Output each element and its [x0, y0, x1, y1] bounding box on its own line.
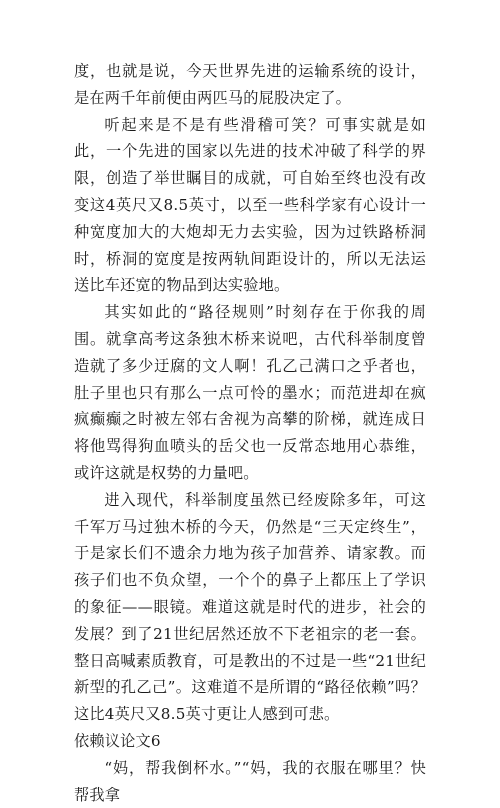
paragraph: 进入现代，科举制度虽然已经废除多年，可这千军万马过独木桥的今天，仍然是“三天定终生”，于是家长们不遗余力地为孩子加营养、请家教。而孩子们也不负众望，一个个的鼻子上都压上了学识的象征——眼镜。难道这就是时代的进步，社会的发展？到了21世纪居然还放不下老祖宗的老一套。整日高喊素质教育，可是教出的不过是一些“21世纪新型的孔乙己”。这难道不是所谓的“路径依赖”吗？这比4英尺又8.5英寸更让人感到可悲。: [74, 490, 426, 724]
section-heading: 依赖议论文6: [74, 731, 161, 750]
paragraph-continuation: 度，也就是说，今天世界先进的运输系统的设计，是在两千年前便由两匹马的屁股决定了。: [74, 62, 426, 107]
paragraph: 其实如此的“路径规则”时刻存在于你我的周围。就拿高考这条独木桥来说吧，古代科举制度曾造就了多少迂腐的文人啊！孔乙己满口之乎者也，肚子里也只有那么一点可怜的墨水；而范进却在疯疯癫癫之时被左邻右舍视为高攀的阶梯，就连成日将他骂得狗血喷头的岳父也一反常态地用心恭维，或许这就是权势的力量吧。: [74, 303, 426, 482]
paragraph: 听起来是不是有些滑稽可笑？可事实就是如此，一个先进的国家以先进的技术冲破了科学的界限，创造了举世瞩目的成就，可自始至终也没有改变这4英尺又8.5英寸，以至一些科学家有心设计一种宽度加大的大炮却无力去实验，因为过铁路桥洞时，桥洞的宽度是按两轨间距设计的，所以无法运送比车还宽的物品到达实验地。: [74, 115, 426, 295]
document-body: [74, 58, 426, 808]
paragraph: “妈，帮我倒杯水。”“妈，我的衣服在哪里？快帮我拿: [74, 758, 426, 804]
